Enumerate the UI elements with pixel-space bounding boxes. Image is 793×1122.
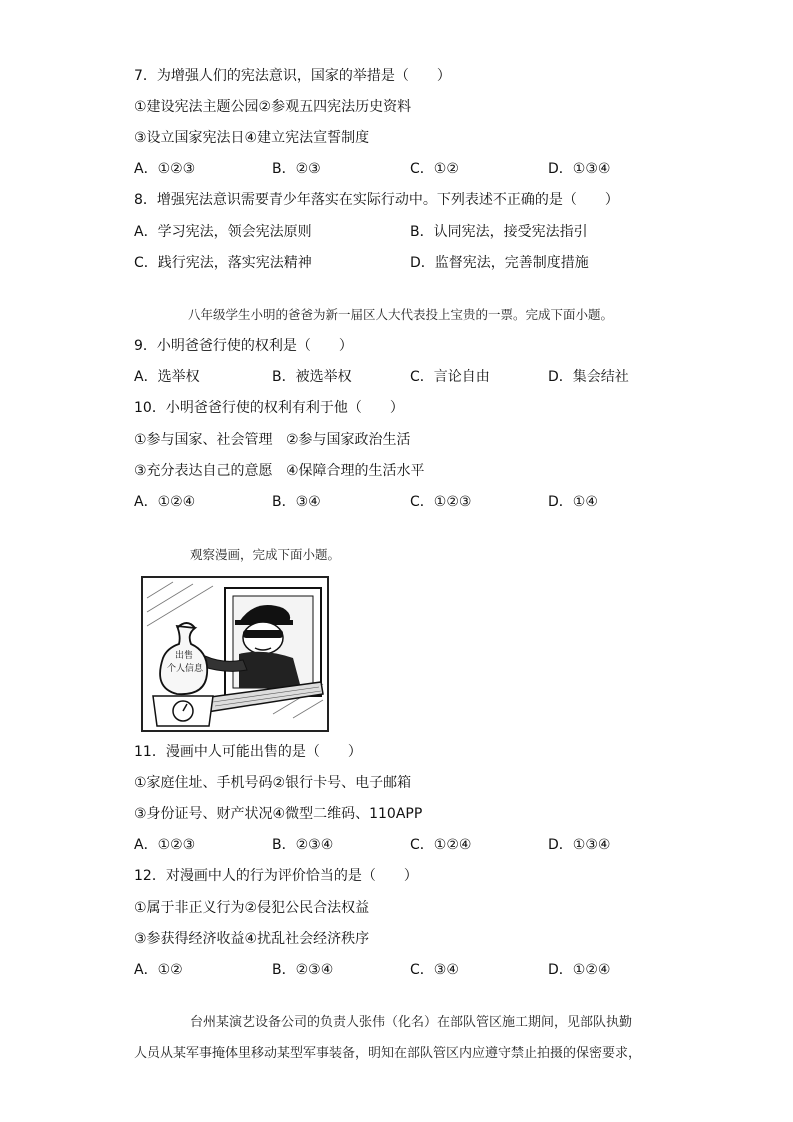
q10-statement-2: ②参与国家政治生活	[286, 432, 411, 448]
q9-option-a[interactable]: A．选举权	[134, 369, 200, 385]
q7-options	[134, 159, 694, 179]
q7-option-d[interactable]: D．①③④	[548, 161, 611, 177]
q9-options	[134, 367, 694, 387]
q9-option-c[interactable]: C．言论自由	[410, 369, 490, 385]
q11-stem: 11．漫画中人可能出售的是（ ）	[134, 744, 362, 760]
q7-statements-1: ①建设宪法主题公园②参观五四宪法历史资料	[134, 99, 412, 115]
q11-option-a[interactable]: A．①②③	[134, 837, 196, 853]
q10-statement-4: ④保障合理的生活水平	[286, 463, 425, 479]
money-bag-shape	[160, 626, 207, 694]
q7-statements-2: ③设立国家宪法日④建立宪法宣誓制度	[134, 130, 370, 146]
q8-stem: 8．增强宪法意识需要青少年落实在实际行动中。下列表述不正确的是（ ）	[134, 192, 619, 208]
lead-text-2: 观察漫画，完成下面小题。	[190, 547, 341, 562]
q12-statements-2: ③参获得经济收益④扰乱社会经济秩序	[134, 931, 370, 947]
bag-label-1: 出售	[175, 650, 194, 660]
q7-option-a[interactable]: A．①②③	[134, 161, 196, 177]
q10-statement-1: ①参与国家、社会管理	[134, 432, 273, 448]
q12-option-d[interactable]: D．①②④	[548, 962, 611, 978]
q11-options	[134, 835, 694, 855]
q10-options	[134, 492, 694, 512]
q12-option-c[interactable]: C．③④	[410, 962, 459, 978]
q11-statements-2: ③身份证号、财产状况④微型二维码、110APP	[134, 806, 423, 822]
q9-option-d[interactable]: D．集会结社	[548, 369, 629, 385]
q7-stem: 7．为增强人们的宪法意识，国家的举措是（ ）	[134, 68, 451, 84]
q9-stem: 9．小明爸爸行使的权利是（ ）	[134, 338, 353, 354]
q8-option-c[interactable]: C．践行宪法，落实宪法精神	[134, 255, 312, 271]
q8-options-row-1	[134, 222, 694, 242]
q12-stem: 12．对漫画中人的行为评价恰当的是（ ）	[134, 868, 418, 884]
cartoon-image	[141, 576, 329, 732]
q8-option-d[interactable]: D．监督宪法，完善制度措施	[410, 255, 589, 271]
lead-text-3-line-1: 台州某演艺设备公司的负责人张伟（化名）在部队管区施工期间，见部队执勤	[190, 1015, 633, 1030]
q8-option-a[interactable]: A．学习宪法，领会宪法原则	[134, 224, 312, 240]
q10-stem: 10．小明爸爸行使的权利有利于他（ ）	[134, 400, 404, 416]
cartoon-drawing	[143, 578, 327, 730]
q8-option-b[interactable]: B．认同宪法，接受宪法指引	[410, 224, 588, 240]
q11-option-b[interactable]: B．②③④	[272, 837, 334, 853]
q7-option-b[interactable]: B．②③	[272, 161, 321, 177]
q11-option-d[interactable]: D．①③④	[548, 837, 611, 853]
q11-option-c[interactable]: C．①②④	[410, 837, 472, 853]
sunglasses-shape	[243, 630, 283, 638]
lead-text-3-line-2: 人员从某军事掩体里移动某型军事装备，明知在部队管区内应遵守禁止拍摄的保密要求，	[134, 1046, 642, 1061]
q10-option-d[interactable]: D．①④	[548, 494, 598, 510]
q10-option-c[interactable]: C．①②③	[410, 494, 472, 510]
q10-option-a[interactable]: A．①②④	[134, 494, 196, 510]
q12-option-a[interactable]: A．①②	[134, 962, 183, 978]
lead-text-1: 八年级学生小明的爸爸为新一届区人大代表投上宝贵的一票。完成下面小题。	[188, 307, 614, 322]
q8-options-row-2	[134, 253, 694, 273]
q12-option-b[interactable]: B．②③④	[272, 962, 334, 978]
q10-option-b[interactable]: B．③④	[272, 494, 321, 510]
q9-option-b[interactable]: B．被选举权	[272, 369, 352, 385]
q11-statements-1: ①家庭住址、手机号码②银行卡号、电子邮箱	[134, 775, 412, 791]
q12-options	[134, 960, 694, 980]
bag-label-2: 个人信息	[167, 663, 204, 673]
q7-option-c[interactable]: C．①②	[410, 161, 459, 177]
q12-statements-1: ①属于非正义行为②侵犯公民合法权益	[134, 900, 370, 916]
q10-statement-3: ③充分表达自己的意愿	[134, 463, 273, 479]
